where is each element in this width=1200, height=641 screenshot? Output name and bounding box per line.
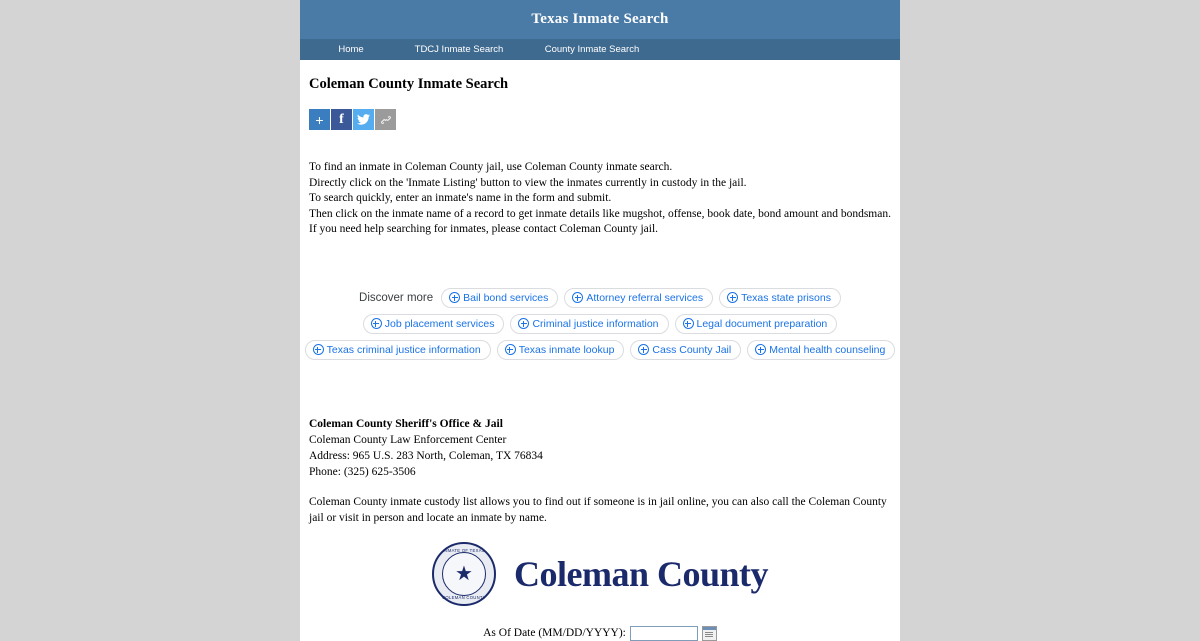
nav-item-home[interactable]: Home xyxy=(338,44,364,55)
nav-item-county-inmate-search[interactable]: County Inmate Search xyxy=(544,44,640,55)
twitter-share-icon[interactable] xyxy=(353,109,374,130)
discover-chip-mental-health-counseling[interactable] xyxy=(747,340,895,360)
site-header xyxy=(300,0,900,39)
chip-label: Legal document preparation xyxy=(696,317,828,330)
discover-row-1 xyxy=(309,288,891,308)
share-buttons xyxy=(309,109,891,130)
plus-circle-icon xyxy=(638,344,649,355)
description-line-5: If you need help searching for inmates, please contact Coleman County jail. xyxy=(309,223,659,235)
copy-link-icon[interactable] xyxy=(375,109,396,130)
custody-list-note: Coleman County inmate custody list allows you to find out if someone is in jail online, you can also call the Coleman County jail or visit in person and locate an inmate by name. xyxy=(309,495,887,524)
jail-name: Coleman County Sheriff's Office & Jail xyxy=(309,417,503,430)
chip-label: Texas state prisons xyxy=(741,291,831,304)
plus-circle-icon xyxy=(371,318,382,329)
plus-circle-icon xyxy=(755,344,766,355)
discover-row-3 xyxy=(309,340,891,360)
county-banner xyxy=(309,542,891,606)
jail-info-block xyxy=(309,416,891,480)
as-of-date-label: As Of Date (MM/DD/YYYY): xyxy=(483,627,626,639)
main-content xyxy=(300,76,900,641)
plus-circle-icon xyxy=(572,292,583,303)
plus-circle-icon xyxy=(518,318,529,329)
county-name-heading: Coleman County xyxy=(513,553,769,594)
page-title: Coleman County Inmate Search xyxy=(309,76,509,92)
seal-bottom-text: COLEMAN COUNTY xyxy=(442,594,486,600)
chip-label: Mental health counseling xyxy=(769,343,886,356)
page-container xyxy=(300,0,900,641)
discover-more-section xyxy=(309,288,891,360)
addthis-share-icon[interactable]: + xyxy=(309,109,330,130)
description-line-2: Directly click on the 'Inmate Listing' button to view the inmates currently in custody in the jail. xyxy=(309,176,747,189)
plus-circle-icon xyxy=(313,344,324,355)
chip-label: Cass County Jail xyxy=(652,343,732,356)
chip-label: Bail bond services xyxy=(463,291,549,304)
chip-label: Criminal justice information xyxy=(532,317,659,330)
county-seal-icon xyxy=(432,542,496,606)
nav-item-tdcj-inmate-search[interactable]: TDCJ Inmate Search xyxy=(414,44,504,55)
chip-label: Texas inmate lookup xyxy=(518,343,615,356)
discover-chip-texas-inmate-lookup[interactable] xyxy=(497,340,625,360)
description-block xyxy=(309,160,891,238)
description-line-3: To search quickly, enter an inmate's name in the form and submit. xyxy=(309,192,612,204)
plus-circle-icon xyxy=(505,344,516,355)
description-line-1: To find an inmate in Coleman County jail, use Coleman County inmate search. xyxy=(309,161,673,173)
seal-star-icon: ★ xyxy=(455,562,473,585)
discover-chip-texas-criminal-justice-information[interactable] xyxy=(305,340,491,360)
description-line-4: Then click on the inmate name of a record to get inmate details like mugshot, offense, book date, bond amount and bondsman. xyxy=(309,207,891,220)
discover-chip-criminal-justice-information[interactable] xyxy=(510,314,668,334)
discover-chip-attorney-referral-services[interactable] xyxy=(564,288,713,308)
chip-label: Job placement services xyxy=(384,317,495,330)
chip-label: Attorney referral services xyxy=(586,291,704,304)
discover-chip-texas-state-prisons[interactable] xyxy=(719,288,841,308)
chip-label: Texas criminal justice information xyxy=(326,343,481,356)
jail-address: Address: 965 U.S. 283 North, Coleman, TX 76834 xyxy=(309,449,543,462)
as-of-date-row xyxy=(309,626,891,641)
discover-more-label: Discover more xyxy=(359,291,434,304)
plus-circle-icon xyxy=(683,318,694,329)
discover-row-2 xyxy=(309,314,891,334)
plus-circle-icon xyxy=(727,292,738,303)
jail-facility: Coleman County Law Enforcement Center xyxy=(309,433,507,446)
calendar-icon[interactable] xyxy=(702,626,717,641)
as-of-date-input[interactable] xyxy=(630,626,698,641)
site-title: Texas Inmate Search xyxy=(531,11,669,27)
seal-top-text: INMATE OF TEXAS xyxy=(443,547,485,553)
seal-inner-ring xyxy=(442,552,486,596)
discover-chip-cass-county-jail[interactable] xyxy=(630,340,741,360)
main-navigation xyxy=(300,39,900,60)
discover-chip-bail-bond-services[interactable] xyxy=(441,288,558,308)
facebook-share-icon[interactable]: f xyxy=(331,109,352,130)
discover-chip-legal-document-preparation[interactable] xyxy=(675,314,838,334)
plus-circle-icon xyxy=(449,292,460,303)
discover-chip-job-placement-services[interactable] xyxy=(363,314,505,334)
jail-phone: Phone: (325) 625-3506 xyxy=(309,465,416,478)
